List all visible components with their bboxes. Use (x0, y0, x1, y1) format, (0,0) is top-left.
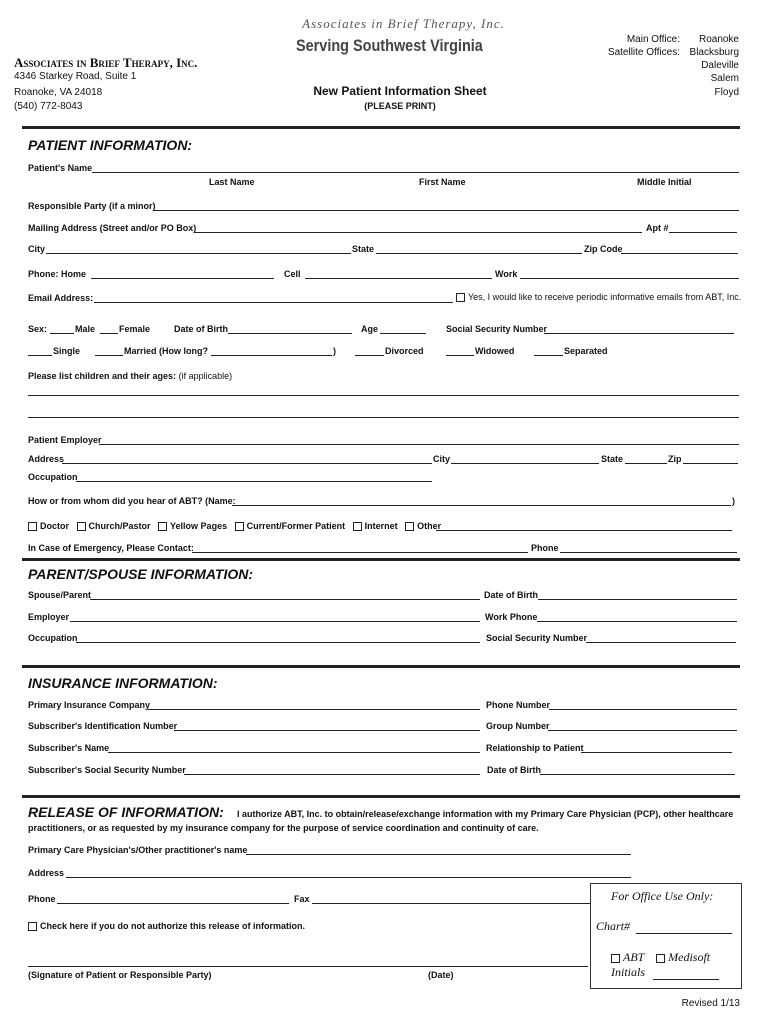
female-blank[interactable] (100, 333, 118, 334)
zip-field[interactable] (621, 253, 738, 254)
church-label: Church/Pastor (88, 521, 151, 531)
referral-yellow-pages[interactable] (158, 521, 227, 531)
occupation-label: Occupation (28, 472, 78, 482)
release-text-1: I authorize ABT, Inc. to obtain/release/exchange information with my Primary Care Physician (PCP), other healthcare (237, 809, 734, 819)
parent-ssn-field[interactable] (586, 642, 736, 643)
ins-phone-label: Phone Number (486, 700, 551, 710)
internet-checkbox[interactable] (353, 522, 362, 531)
group-label: Group Number (486, 721, 550, 731)
yellow-pages-label: Yellow Pages (170, 521, 228, 531)
age-label: Age (361, 324, 379, 334)
married-close-paren: ) (333, 346, 336, 356)
employer-field[interactable] (99, 444, 739, 445)
children-line-1[interactable] (28, 395, 739, 396)
pcp-field[interactable] (246, 854, 631, 855)
release-phone-label: Phone (28, 894, 56, 904)
spouse-label: Spouse/Parent (28, 590, 92, 600)
initials-label: Initials (611, 965, 646, 979)
children-note: (if applicable) (178, 371, 233, 381)
pcp-label: Primary Care Physician's/Other practitioner's name (28, 845, 248, 855)
widowed-blank[interactable] (446, 355, 474, 356)
main-office: Roanoke (698, 34, 739, 45)
group-field[interactable] (548, 730, 737, 731)
referral-internet[interactable] (353, 521, 398, 531)
abt-label: ABT (623, 950, 645, 964)
referral-options (28, 521, 441, 531)
emp-state-label: State (601, 454, 624, 464)
mailing-label: Mailing Address (Street and/or PO Box) (28, 223, 197, 233)
patient-heading: PATIENT INFORMATION: (28, 137, 193, 153)
first-name-caption: First Name (419, 177, 466, 187)
emp-zip-label: Zip (668, 454, 682, 464)
insurance-heading: INSURANCE INFORMATION: (28, 675, 218, 691)
employer-label: Patient Employer (28, 435, 102, 445)
divider (22, 665, 740, 668)
medisoft-checkbox[interactable] (656, 954, 665, 963)
sub-dob-field[interactable] (540, 774, 735, 775)
release-address-field[interactable] (66, 877, 631, 878)
mailing-field[interactable] (194, 232, 642, 233)
phone-home-label: Phone: Home (28, 269, 87, 279)
parent-heading: PARENT/SPOUSE INFORMATION: (28, 566, 254, 582)
work-field[interactable] (520, 278, 739, 279)
divider (22, 795, 740, 798)
office-use-title: For Office Use Only: (611, 889, 714, 903)
married-duration-field[interactable] (211, 355, 332, 356)
parent-work-phone-field[interactable] (537, 621, 737, 622)
sub-id-field[interactable] (174, 730, 480, 731)
occupation-field[interactable] (76, 481, 432, 482)
no-auth-checkbox[interactable] (28, 922, 37, 931)
yellow-pages-checkbox[interactable] (158, 522, 167, 531)
spouse-field[interactable] (90, 599, 480, 600)
release-fax-label: Fax (294, 894, 310, 904)
single-label: Single (53, 346, 81, 356)
age-field[interactable] (380, 333, 426, 334)
emp-state-field[interactable] (625, 463, 667, 464)
no-auth (28, 921, 305, 931)
male-blank[interactable] (50, 333, 74, 334)
emp-city-label: City (433, 454, 451, 464)
doctor-checkbox[interactable] (28, 522, 37, 531)
abt-checkbox[interactable] (611, 954, 620, 963)
church-checkbox[interactable] (77, 522, 86, 531)
org-name: Associates in Brief Therapy, Inc. (14, 55, 198, 70)
sub-name-field[interactable] (108, 752, 480, 753)
doctor-label: Doctor (40, 521, 69, 531)
date-label: (Date) (428, 970, 454, 980)
logo-line2: Serving Southwest Virginia (296, 36, 483, 55)
internet-label: Internet (364, 521, 398, 531)
release-phone-field[interactable] (57, 903, 289, 904)
sub-name-label: Subscriber's Name (28, 743, 110, 753)
city-field[interactable] (46, 253, 351, 254)
logo-line1: Associates in Brief Therapy, Inc. (302, 16, 505, 31)
patient-name-label: Patient's Name (28, 163, 93, 173)
emergency-field[interactable] (192, 552, 528, 553)
children-label-text: Please list children and their ages: (28, 371, 177, 381)
office-options (611, 950, 710, 965)
referral-patient[interactable] (235, 521, 346, 531)
emp-city-field[interactable] (451, 463, 599, 464)
release-address-label: Address (28, 868, 65, 878)
release-heading: RELEASE OF INFORMATION: (28, 804, 224, 820)
patient-label: Current/Former Patient (246, 521, 346, 531)
emp-address-field[interactable] (62, 463, 432, 464)
other-checkbox[interactable] (405, 522, 414, 531)
email-optin-label: Yes, I would like to receive periodic informative emails from ABT, Inc. (468, 292, 742, 302)
email-optin-checkbox[interactable] (456, 293, 465, 302)
signature-label: (Signature of Patient or Responsible Party) (28, 970, 212, 980)
other-field[interactable] (436, 530, 732, 531)
parent-occupation-field[interactable] (76, 642, 480, 643)
org-address-1: 4346 Starkey Road, Suite 1 (14, 71, 137, 82)
apt-label: Apt # (646, 223, 669, 233)
ins-phone-field[interactable] (549, 709, 737, 710)
relationship-field[interactable] (581, 752, 732, 753)
org-address-2: Roanoke, VA 24018 (14, 87, 103, 98)
cell-field[interactable] (305, 278, 492, 279)
last-name-caption: Last Name (209, 177, 255, 187)
initials-field[interactable] (653, 979, 719, 980)
email-optin (456, 292, 741, 302)
married-blank[interactable] (95, 355, 123, 356)
emergency-phone-field[interactable] (560, 552, 737, 553)
org-phone: (540) 772-8043 (14, 101, 83, 112)
zip-label: Zip Code (584, 244, 623, 254)
divorced-blank[interactable] (355, 355, 384, 356)
single-blank[interactable] (28, 355, 52, 356)
divorced-label: Divorced (385, 346, 424, 356)
sub-ssn-field[interactable] (184, 774, 480, 775)
divider (22, 558, 740, 561)
dob-field[interactable] (228, 333, 352, 334)
sub-ssn-label: Subscriber's Social Security Number (28, 765, 186, 775)
sub-dob-label: Date of Birth (487, 765, 541, 775)
satellite-4: Floyd (714, 87, 739, 98)
satellite-2: Daleville (701, 60, 739, 71)
state-field[interactable] (376, 253, 582, 254)
emp-address-label: Address (28, 454, 65, 464)
ins-company-label: Primary Insurance Company (28, 700, 151, 710)
parent-dob-label: Date of Birth (484, 590, 538, 600)
relationship-label: Relationship to Patient (486, 743, 584, 753)
release-text-2: practitioners, or as requested by my insurance company for the purpose of service coordination and continuity of care. (28, 823, 539, 833)
responsible-field[interactable] (154, 210, 739, 211)
page-title: New Patient Information Sheet (313, 84, 487, 98)
medisoft-label: Medisoft (668, 950, 711, 964)
signature-field[interactable] (28, 966, 588, 967)
children-line-2[interactable] (28, 417, 739, 418)
work-label: Work (495, 269, 518, 279)
apt-field[interactable] (669, 232, 737, 233)
children-label (28, 371, 232, 381)
widowed-label: Widowed (475, 346, 515, 356)
ins-company-field[interactable] (148, 709, 480, 710)
ssn-field[interactable] (544, 333, 734, 334)
parent-ssn-label: Social Security Number (486, 633, 588, 643)
satellite-3: Salem (710, 73, 739, 84)
phone-home-field[interactable] (91, 278, 274, 279)
parent-dob-field[interactable] (538, 599, 737, 600)
married-label: Married (How long? (124, 346, 208, 356)
hear-label: How or from whom did you hear of ABT? (Name: (28, 496, 236, 506)
satellite-label: Satellite Offices: (607, 47, 680, 58)
emergency-label: In Case of Emergency, Please Contact: (28, 543, 194, 553)
satellite-1: Blacksburg (689, 47, 739, 58)
state-label: State (352, 244, 375, 254)
chart-label: Chart# (596, 919, 631, 933)
separated-label: Separated (564, 346, 608, 356)
parent-employer-field[interactable] (70, 621, 480, 622)
hear-field[interactable] (232, 505, 731, 506)
email-field[interactable] (94, 302, 453, 303)
emp-zip-field[interactable] (683, 463, 738, 464)
patient-checkbox[interactable] (235, 522, 244, 531)
office-use-box (590, 883, 742, 989)
middle-initial-caption: Middle Initial (637, 177, 692, 187)
referral-church[interactable] (77, 521, 151, 531)
responsible-label: Responsible Party (if a minor) (28, 201, 156, 211)
chart-field[interactable] (636, 933, 732, 934)
hear-close-paren: ) (732, 496, 735, 506)
other-label: Other (417, 521, 442, 531)
main-office-label: Main Office: (626, 34, 680, 45)
sub-id-label: Subscriber's Identification Number (28, 721, 178, 731)
divider (22, 126, 740, 129)
page-subtitle: (PLEASE PRINT) (364, 101, 436, 111)
dob-label: Date of Birth (174, 324, 228, 334)
revised-label: Revised 1/13 (681, 998, 740, 1009)
cell-label: Cell (284, 269, 301, 279)
parent-employer-label: Employer (28, 612, 70, 622)
release-fax-field[interactable] (312, 903, 590, 904)
sex-label: Sex: (28, 324, 48, 334)
city-label: City (28, 244, 46, 254)
no-auth-label: Check here if you do not authorize this release of information. (40, 921, 306, 931)
emergency-phone-label: Phone (531, 543, 559, 553)
separated-blank[interactable] (534, 355, 563, 356)
parent-occupation-label: Occupation (28, 633, 78, 643)
ssn-label: Social Security Number (446, 324, 548, 334)
email-label: Email Address: (28, 293, 94, 303)
female-label: Female (119, 324, 151, 334)
male-label: Male (75, 324, 96, 334)
logo (296, 16, 511, 66)
parent-work-phone-label: Work Phone (485, 612, 538, 622)
patient-name-field[interactable] (92, 172, 739, 173)
referral-doctor[interactable] (28, 521, 69, 531)
